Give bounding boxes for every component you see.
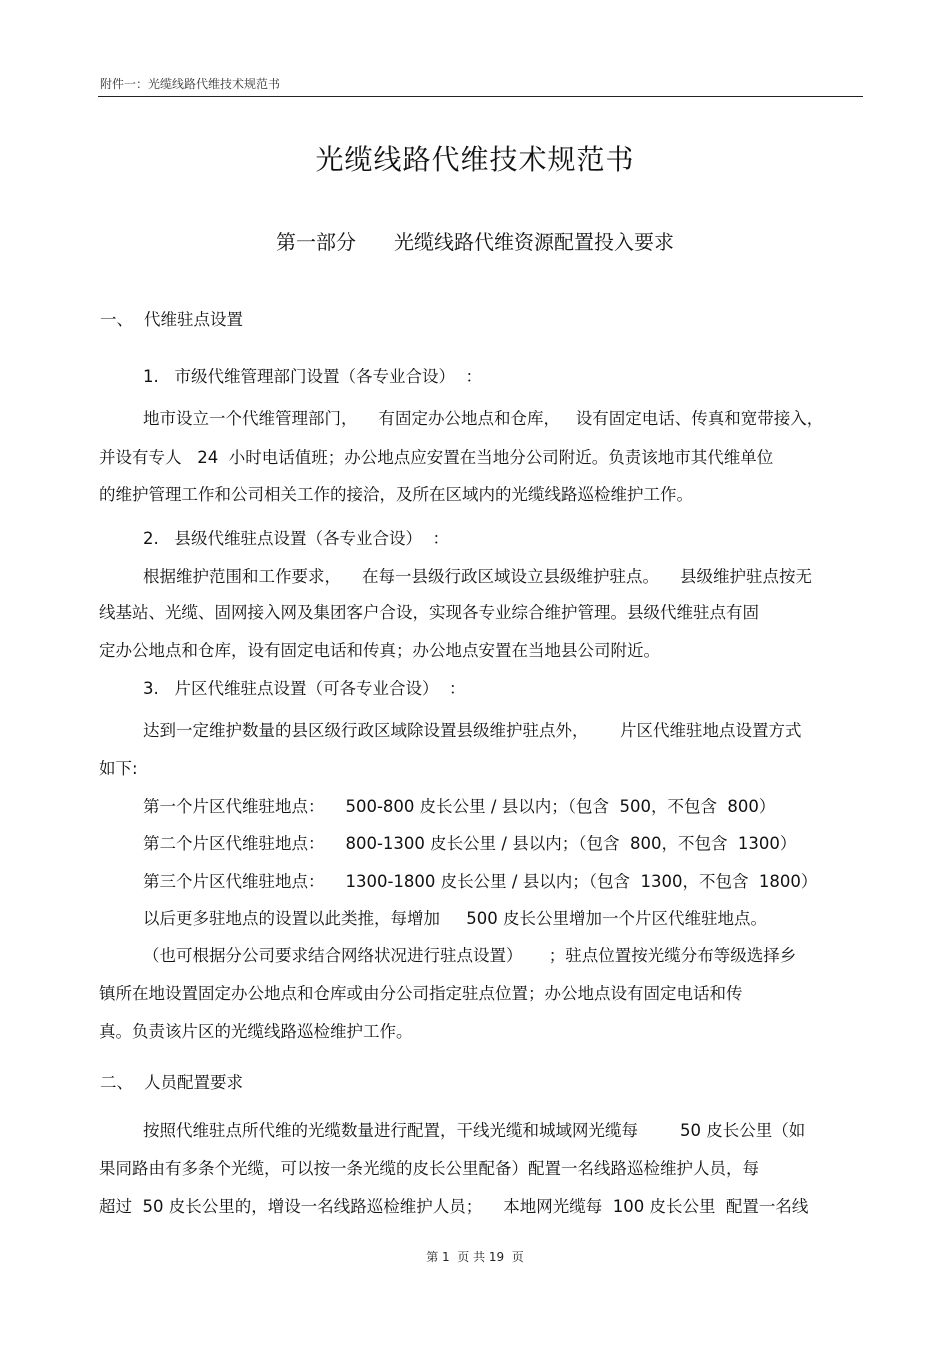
subsection-heading: 1. 市级代维管理部门设置（各专业合设） ： bbox=[143, 367, 482, 386]
paragraph-line: 达到一定维护数量的县区级行政区域除设置县级维护驻点外， 片区代维驻地点设置方式 bbox=[143, 721, 802, 740]
list-item: 第一个片区代维驻地点： 500-800 皮长公里 / 县以内；（包含 500，不包含 800） bbox=[143, 797, 776, 816]
page-header: 附件一：光缆线路代维技术规范书 bbox=[100, 77, 281, 91]
paragraph-line: 地市设立一个代维管理部门， 有固定办公地点和仓库， 设有固定电话、传真和宽带接入， bbox=[143, 409, 824, 428]
section-heading bbox=[100, 306, 243, 330]
paragraph-line: 如下: bbox=[99, 759, 138, 778]
list-item: 第三个片区代维驻地点： 1300-1800 皮长公里 / 县以内；（包含 1300，不包含 1800） bbox=[143, 872, 818, 891]
subsection-heading: 3. 片区代维驻点设置（可各专业合设） ： bbox=[143, 679, 466, 698]
part-label: 第一部分 bbox=[276, 230, 356, 254]
paragraph-line: 以后更多驻地点的设置以此类推，每增加 500 皮长公里增加一个片区代维驻地点。 bbox=[143, 909, 767, 928]
paragraph-line: 根据维护范围和工作要求， 在每一县级行政区域设立县级维护驻点。 县级维护驻点按无 bbox=[143, 567, 812, 586]
paragraph-line: 的维护管理工作和公司相关工作的接洽，及所在区域内的光缆线路巡检维护工作。 bbox=[99, 485, 693, 504]
paragraph-line: 超过 50 皮长公里的，增设一名线路巡检维护人员； 本地网光缆每 100 皮长公里 配置一名线 bbox=[99, 1197, 809, 1216]
paragraph-line: 镇所在地设置固定办公地点和仓库或由分公司指定驻点位置；办公地点设有固定电话和传 bbox=[99, 984, 743, 1003]
paragraph-line: （也可根据分公司要求结合网络状况进行驻点设置） ；驻点位置按光缆分布等级选择乡 bbox=[143, 946, 797, 965]
section-title: 代维驻点设置 bbox=[144, 310, 243, 329]
section-heading bbox=[100, 1069, 243, 1093]
paragraph-line: 真。负责该片区的光缆线路巡检维护工作。 bbox=[99, 1022, 413, 1041]
section-number: 一、 bbox=[100, 310, 133, 329]
list-item: 第二个片区代维驻地点： 800-1300 皮长公里 / 县以内；（包含 800，不包含 1300） bbox=[143, 834, 797, 853]
document-title: 光缆线路代维技术规范书 bbox=[315, 143, 635, 176]
paragraph-line: 并设有专人 24 小时电话值班；办公地点应安置在当地分公司附近。负责该地市其代维单位 bbox=[99, 448, 774, 467]
paragraph-line: 按照代维驻点所代维的光缆数量进行配置，干线光缆和城域网光缆每 50 皮长公里（如 bbox=[143, 1121, 806, 1140]
section-title: 人员配置要求 bbox=[144, 1073, 243, 1092]
subsection-heading: 2. 县级代维驻点设置（各专业合设） ： bbox=[143, 529, 449, 548]
header-divider bbox=[98, 96, 863, 97]
paragraph-line: 果同路由有多条个光缆，可以按一条光缆的皮长公里配备）配置一名线路巡检维护人员，每 bbox=[99, 1159, 759, 1178]
part-heading: 光缆线路代维资源配置投入要求 bbox=[394, 230, 674, 254]
page-footer: 第 1 页 共 19 页 bbox=[426, 1250, 524, 1264]
section-number: 二、 bbox=[100, 1073, 133, 1092]
part-title bbox=[0, 226, 950, 255]
paragraph-line: 定办公地点和仓库，设有固定电话和传真；办公地点安置在当地县公司附近。 bbox=[99, 641, 660, 660]
paragraph-line: 线基站、光缆、固网接入网及集团客户合设，实现各专业综合维护管理。县级代维驻点有固 bbox=[99, 603, 759, 622]
